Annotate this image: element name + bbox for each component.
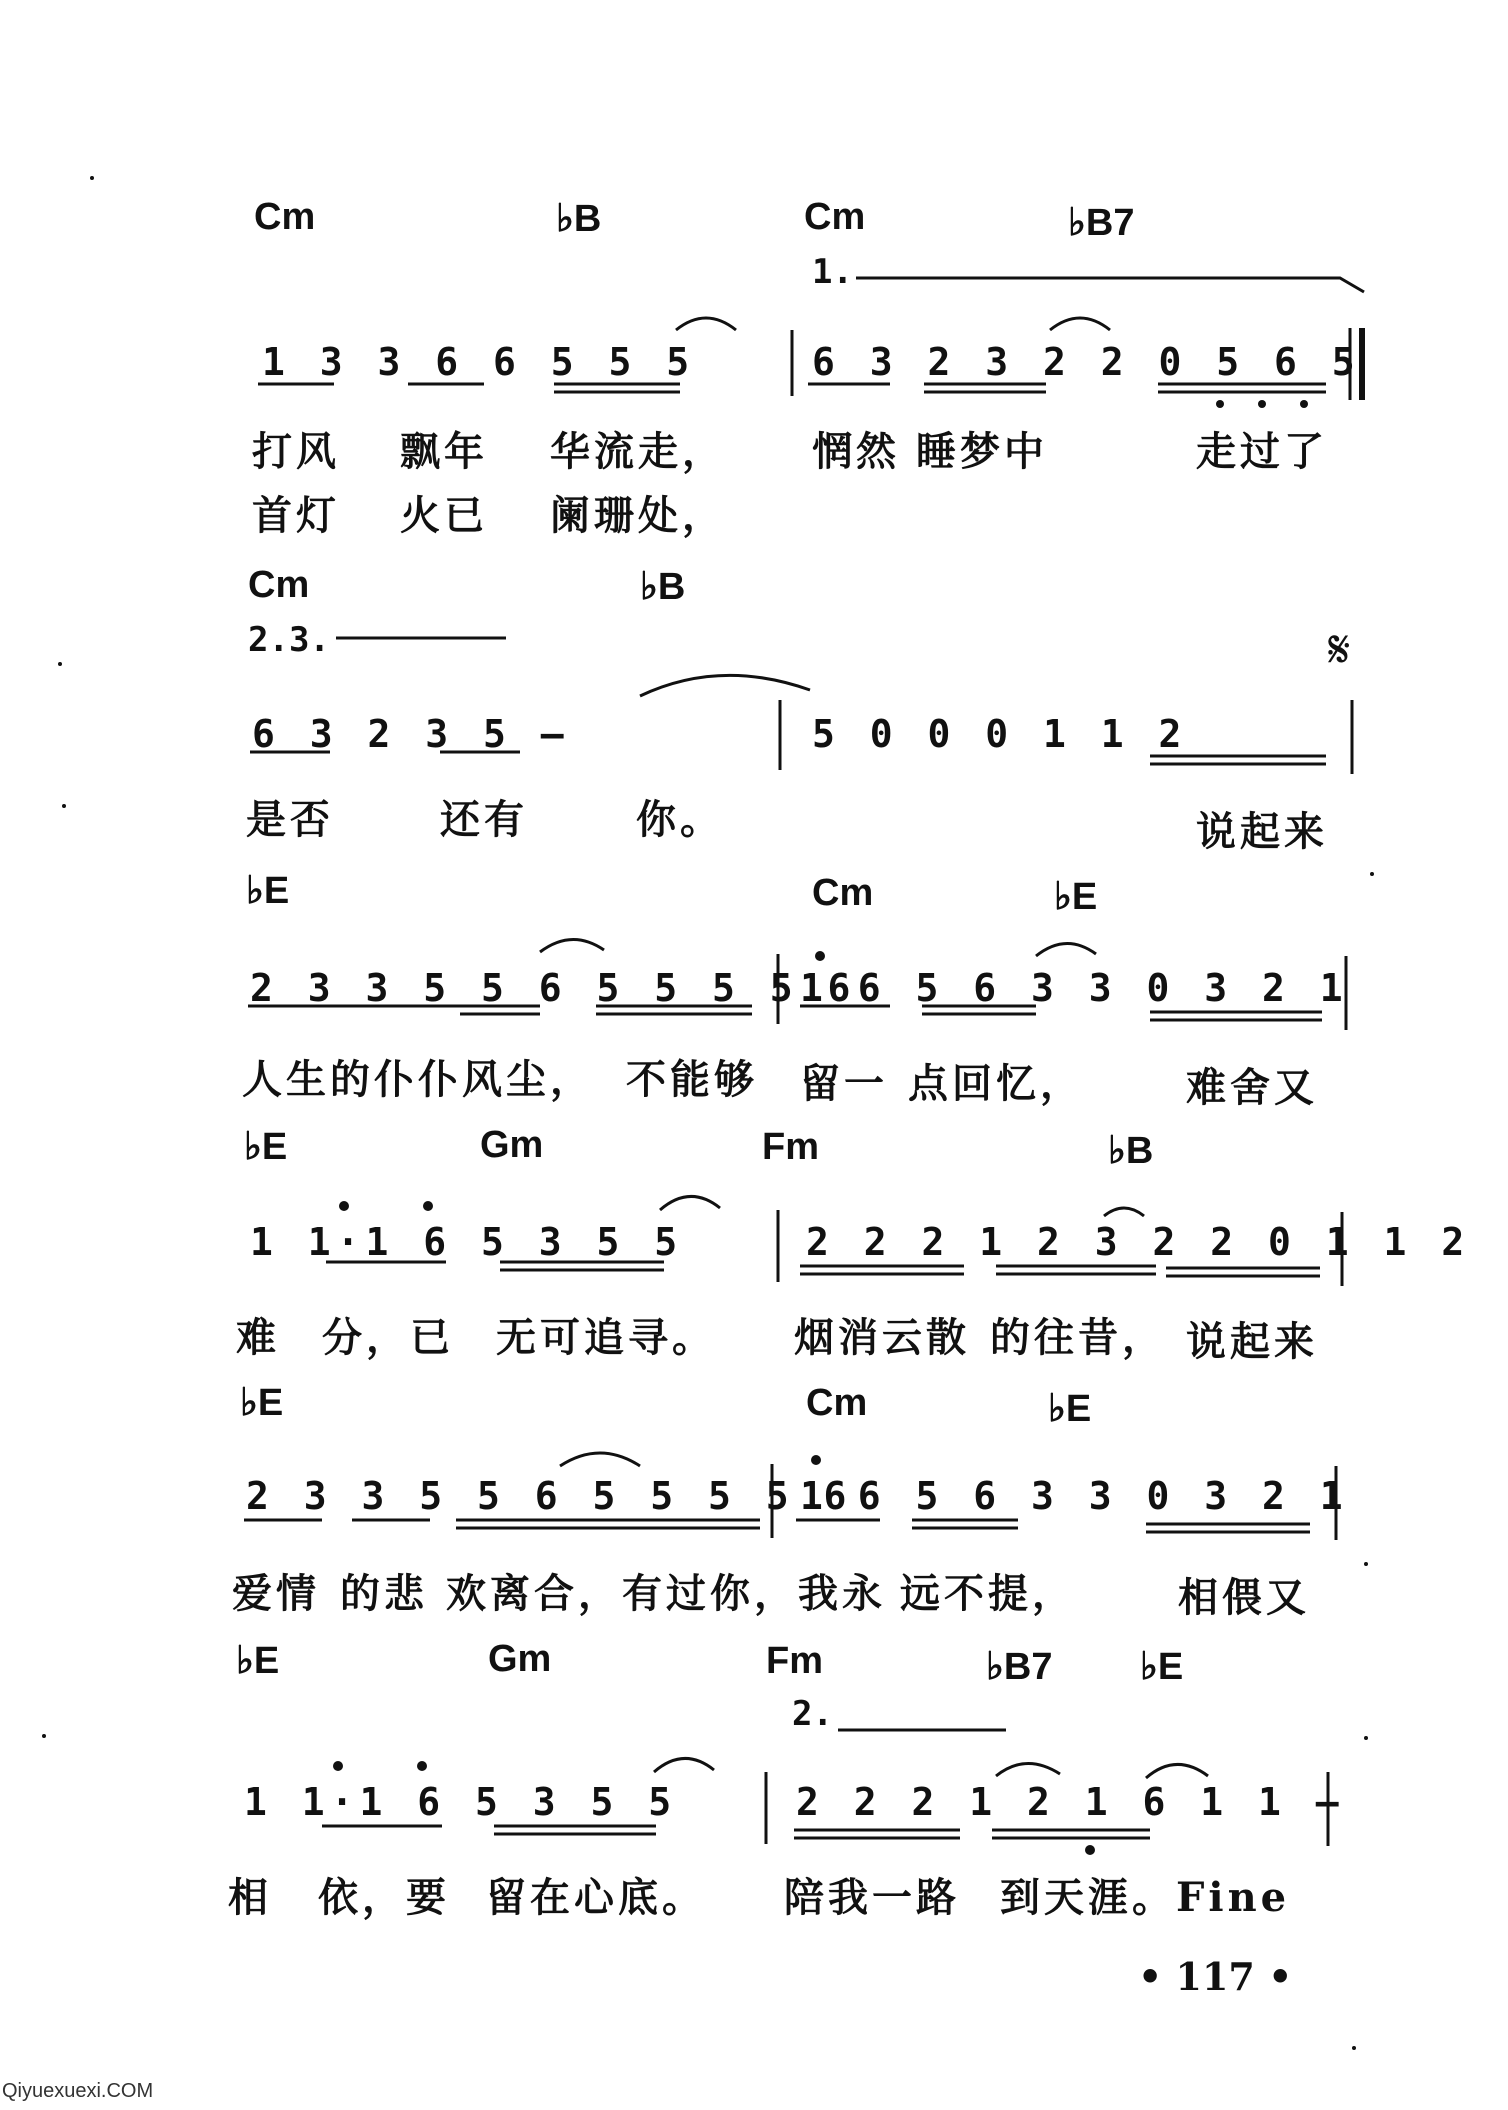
lyric-text: 说起来 — [1196, 808, 1328, 855]
octave-dot — [333, 1761, 343, 1771]
slur — [1146, 1764, 1208, 1778]
volta-bracket — [856, 278, 1364, 292]
chord-label: ♭E — [1054, 876, 1098, 918]
chord-label: ♭E — [244, 1126, 288, 1168]
lyric-text: 欢离合，有过你，我永 — [446, 1570, 886, 1617]
volta-label: 2.3. — [248, 620, 330, 660]
lyric-text: 睡梦中 — [916, 428, 1048, 475]
lyric-text: 首灯 — [252, 492, 340, 539]
slur — [1036, 943, 1096, 956]
notation-measure: 1 1·1 6 5 3 5 5 — [250, 1220, 684, 1264]
chord-label: Cm — [248, 564, 310, 606]
octave-dot — [1085, 1845, 1095, 1855]
lyric-text: 的悲 — [340, 1570, 428, 1617]
octave-dot — [811, 1455, 821, 1465]
chord-label: ♭B7 — [1068, 202, 1135, 244]
chord-label: ♭E — [236, 1640, 280, 1682]
lyric-text: 远不提， — [900, 1570, 1076, 1617]
octave-dot — [423, 1201, 433, 1211]
chord-label: Cm — [804, 196, 866, 238]
volta-label: 1. — [812, 252, 853, 292]
notation-measure: 6 3 2 3 5 — — [252, 712, 570, 756]
slur — [560, 1453, 640, 1466]
chord-label: Gm — [480, 1124, 544, 1166]
chord-label: Gm — [488, 1638, 552, 1680]
chord-label: ♭E — [1048, 1388, 1092, 1430]
chord-label: Cm — [254, 196, 316, 238]
chord-label: Fm — [766, 1640, 823, 1682]
chord-label: Cm — [812, 872, 874, 914]
notation-measure: 2 2 2 1 2 1 6 1 1 — — [796, 1780, 1345, 1824]
lyric-text: 留一 — [800, 1060, 888, 1107]
volta-label: 2. — [792, 1694, 833, 1734]
notation-measure: 1 1·1 6 5 3 5 5 — [244, 1780, 678, 1824]
notation-measure: 2 3 3 5 5 6 5 5 5 5 6 — [246, 1474, 853, 1518]
octave-dot — [815, 951, 825, 961]
chord-label: Fm — [762, 1126, 819, 1168]
watermark: Qiyuexuexi.COM — [2, 2080, 154, 2102]
chord-label: ♭B7 — [986, 1646, 1053, 1688]
page-number: • 117 • — [1138, 1954, 1293, 1999]
lyric-text: 说起来 — [1186, 1318, 1318, 1365]
lyric-text: 还有 — [440, 796, 528, 843]
notation-measure: 2 2 2 1 2 3 2 2 0 1 1 2 — [806, 1220, 1471, 1264]
slur — [540, 939, 604, 952]
slur — [640, 675, 810, 696]
chord-label: ♭E — [240, 1382, 284, 1424]
chord-label: ♭B — [1108, 1130, 1154, 1172]
lyric-text: 打风 — [252, 428, 340, 475]
notation-measure: 5 0 0 0 1 1 2 — [812, 712, 1188, 756]
notation-measure: 2 3 3 5 5 6 5 5 5 5 6 — [250, 966, 857, 1010]
notation-measure: 6 3 2 3 2 2 0 5 6 5 — [812, 340, 1361, 384]
notation-measure: 1 3 3 6 6 5 5 5 — [262, 340, 696, 384]
lyric-text: 难 — [236, 1314, 280, 1361]
slur — [676, 318, 736, 330]
lyric-text: 火已 — [400, 492, 488, 539]
lyric-text: 依，要 — [318, 1874, 450, 1921]
segno-sign: 𝄋 — [1328, 620, 1351, 680]
octave-dot — [1216, 400, 1224, 408]
chord-label: ♭E — [246, 870, 290, 912]
lyric-text: 难舍又 — [1186, 1064, 1318, 1111]
lyric-text: 飘年 — [400, 428, 488, 475]
slur — [1104, 1208, 1144, 1216]
lyric-text: 不能够 — [626, 1056, 758, 1103]
lyric-text: 走过了 — [1196, 428, 1328, 475]
lyric-text: 华流走， — [550, 428, 726, 475]
lyric-text: 是否 — [246, 796, 334, 843]
notation-measure: 1 6 5 6 3 3 0 3 2 1 — [800, 966, 1349, 1010]
lyric-text: 点回忆， — [908, 1060, 1084, 1107]
lyric-text: 分，已 — [322, 1314, 454, 1361]
lyric-text: 留在心底。 — [486, 1874, 706, 1921]
notation-measure: 1 6 5 6 3 3 0 3 2 1 — [800, 1474, 1349, 1518]
chord-label: ♭E — [1140, 1646, 1184, 1688]
chord-label: ♭B — [640, 566, 686, 608]
lyric-text: 相偎又 — [1178, 1574, 1310, 1621]
chord-label: Cm — [806, 1382, 868, 1424]
lyric-text: 到天涯。Fine — [1000, 1874, 1291, 1921]
slur — [660, 1196, 720, 1210]
lyric-text: 人生的仆仆风尘， — [242, 1056, 594, 1103]
lyric-text: 无可追寻。 — [496, 1314, 716, 1361]
lyric-text: 惘然 — [812, 428, 900, 475]
octave-dot — [339, 1201, 349, 1211]
lyric-text: 烟消云散 — [794, 1314, 970, 1361]
slur — [654, 1758, 714, 1772]
octave-dot — [1258, 400, 1266, 408]
octave-dot — [417, 1761, 427, 1771]
lyric-text: 阑珊处， — [550, 492, 726, 539]
slur — [1050, 318, 1110, 330]
lyric-text: 你。 — [636, 796, 724, 843]
octave-dot — [1300, 400, 1308, 408]
lyric-text: 爱情 — [232, 1570, 320, 1617]
chord-label: ♭B — [556, 198, 602, 240]
lyric-text: 的往昔， — [990, 1314, 1166, 1361]
lyric-text: 陪我一路 — [784, 1874, 960, 1921]
slur — [996, 1763, 1060, 1776]
lyric-text: 相 — [228, 1874, 272, 1921]
